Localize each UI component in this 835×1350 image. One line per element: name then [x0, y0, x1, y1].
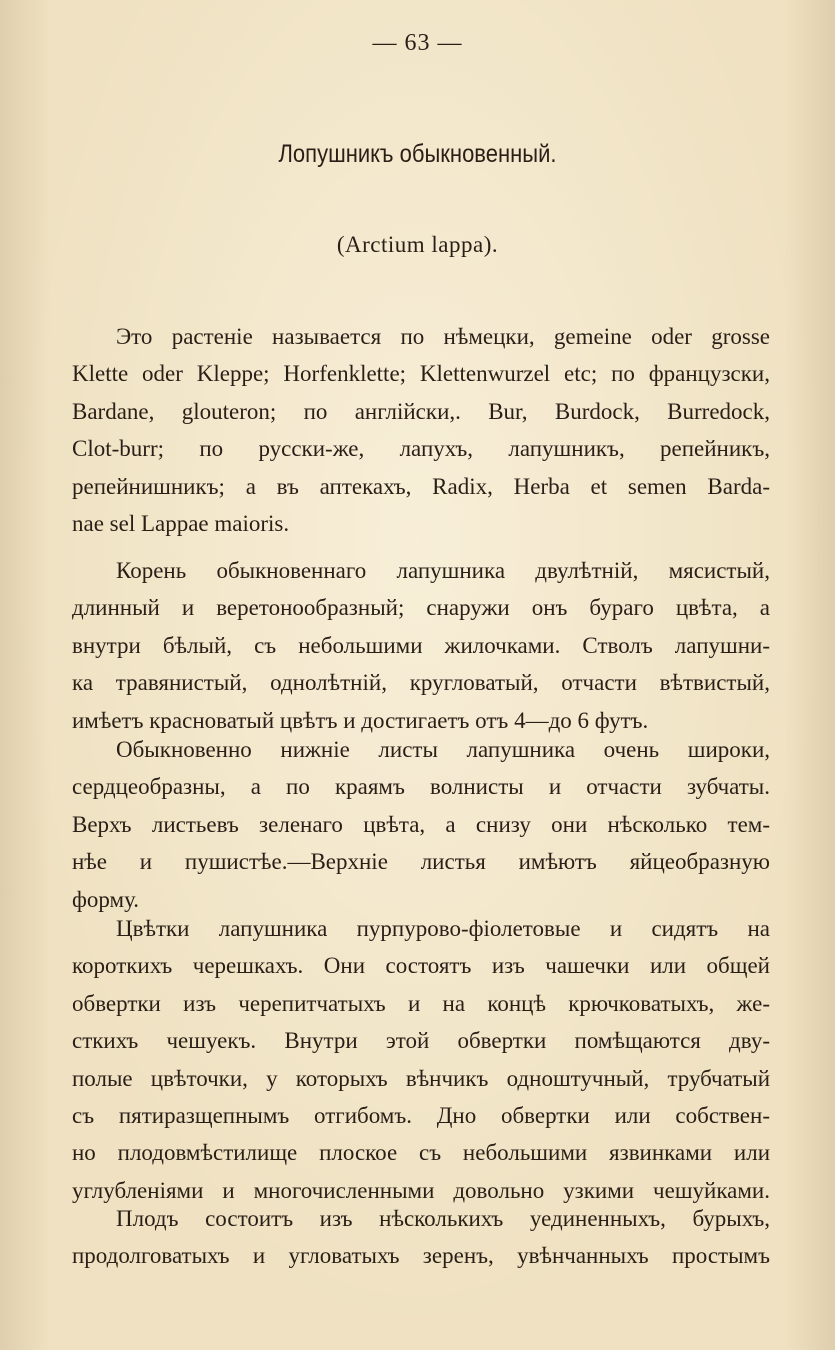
text-line: съ пятиразщепнымъ отгибомъ. Дно обвертки или собствен- [72, 1102, 770, 1128]
text-line: Верхъ листьевъ зеленаго цвѣта, а снизу они нѣсколько тем- [72, 811, 770, 837]
text-line: сердцеобразны, а по краямъ волнисты и отчасти зубчаты. [72, 774, 770, 800]
text-line: nae sel Lappae maioris. [72, 510, 290, 536]
text-line: Цвѣтки лапушника пурпурово-фіолетовые и сидятъ на [116, 916, 770, 941]
paragraph-flowers [72, 910, 770, 1209]
text-line: ка травянистый, однолѣтній, кругловатый, отчасти вѣтвистый, [72, 670, 770, 696]
text-line: нѣе и пушистѣе.—Верхніе листья имѣютъ яйцеобразную [72, 849, 770, 875]
text-line: Klette oder Kleppe; Horfenklette; Klettenwurzel etc; по французски, [72, 361, 770, 387]
text-line: короткихъ черешкахъ. Они состоятъ изъ чашечки или общей [72, 953, 770, 979]
text-line: Clot-burr; по русски-же, лапухъ, лапушникъ, репейникъ, [72, 436, 770, 462]
text-line: Корень обыкновеннаго лапушника двулѣтній, мясистый, [116, 558, 770, 583]
latin-name: (Arctium lappa). [336, 232, 499, 257]
article-title: Лопушникъ обыкновенный. [278, 140, 557, 168]
page-number: — 63 — [372, 30, 463, 56]
paragraph-names [72, 318, 770, 542]
text-line: внутри бѣлый, съ небольшими жилочками. Стволъ лапушни- [72, 632, 770, 658]
text-line: Это растеніе называется по нѣмецки, gemeine oder grosse [116, 324, 770, 349]
text-line: форму. [72, 886, 140, 912]
paragraph-root-stem [72, 552, 770, 739]
text-line: обвертки изъ черепитчатыхъ и на концѣ крючковатыхъ, же- [72, 990, 770, 1016]
text-line: Bardane, glouteron; по англійски,. Bur, Burdock, Burredock, [72, 398, 770, 424]
text-line: полые цвѣточки, у которыхъ вѣнчикъ одноштучный, трубчатый [72, 1065, 770, 1091]
text-line: репейнишникъ; а въ аптекахъ, Radix, Herba et semen Barda- [72, 473, 770, 499]
text-line: продолговатыхъ и угловатыхъ зеренъ, увѣнчанныхъ простымъ [72, 1243, 770, 1269]
text-line: имѣетъ красноватый цвѣтъ и достигаетъ отъ 4—до 6 футъ. [72, 707, 649, 733]
text-line: сткихъ чешуекъ. Внутри этой обвертки помѣщаются дву- [72, 1028, 770, 1054]
paragraph-fruit [72, 1200, 770, 1275]
text-line: но плодовмѣстилище плоское съ небольшими язвинками или [72, 1140, 770, 1166]
text-line: Обыкновенно нижніе листы лапушника очень широки, [116, 737, 770, 762]
paragraph-leaves [72, 731, 770, 918]
text-line: Плодъ состоитъ изъ нѣсколькихъ уединенныхъ, бурыхъ, [116, 1206, 770, 1231]
text-line: углубленіями и многочисленными довольно узкими чешуйками. [72, 1177, 770, 1203]
text-line: длинный и веретонообразный; снаружи онъ бураго цвѣта, а [72, 595, 770, 621]
